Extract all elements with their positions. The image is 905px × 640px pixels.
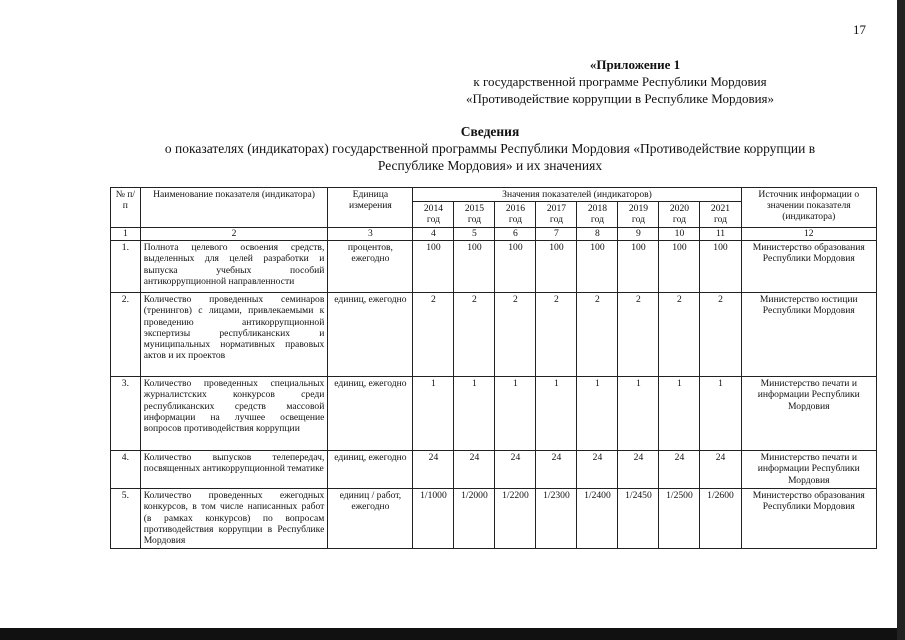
row-num: 2. (111, 293, 141, 377)
row-name: Полнота целевого освоения средств, выделенных для целей разработки и выпуска учебных пособий антикоррупционной направленности (140, 241, 328, 293)
year-2016: 2016 год (495, 202, 536, 228)
table-row (111, 241, 877, 293)
row-value: 100 (454, 241, 495, 293)
indicators-table (110, 187, 877, 549)
year-2017: 2017 год (536, 202, 577, 228)
row-num: 1. (111, 241, 141, 293)
header-name: Наименование показателя (индикатора) (140, 188, 328, 228)
year-2020: 2020 год (659, 202, 700, 228)
row-unit: единиц, ежегодно (328, 293, 413, 377)
year-2019: 2019 год (618, 202, 659, 228)
table-row (111, 377, 877, 451)
table-row (111, 451, 877, 489)
row-unit: процентов, ежегодно (328, 241, 413, 293)
page-number: 17 (853, 22, 866, 37)
row-num: 3. (111, 377, 141, 451)
title-line-1: о показателях (индикаторах) государственной программы Республики Мордовия «Противодействие коррупции в (164, 141, 816, 156)
row-value: 100 (659, 241, 700, 293)
row-source: Министерство юстиции Республики Мордовия (741, 293, 876, 377)
col-number: 7 (536, 228, 577, 241)
row-value: 100 (700, 241, 741, 293)
row-value: 1/2200 (495, 489, 536, 549)
row-value: 1 (618, 377, 659, 451)
row-value: 24 (454, 451, 495, 489)
scan-edge-bottom (0, 628, 905, 640)
col-number: 11 (700, 228, 741, 241)
row-value: 1 (454, 377, 495, 451)
year-2018: 2018 год (577, 202, 618, 228)
row-value: 2 (577, 293, 618, 377)
row-unit: единиц / работ, ежегодно (328, 489, 413, 549)
col-number: 4 (413, 228, 454, 241)
row-value: 1 (495, 377, 536, 451)
year-2014: 2014 год (413, 202, 454, 228)
appendix-line-3: «Противодействие коррупции в Республике Мордовия» (465, 91, 775, 106)
row-value: 2 (413, 293, 454, 377)
col-number: 2 (140, 228, 328, 241)
row-value: 1/2500 (659, 489, 700, 549)
header-num: № п/п (111, 188, 141, 228)
appendix-line-1: «Приложение 1 (589, 57, 681, 72)
appendix-line-2: к государственной программе Республики Мордовия (473, 74, 767, 89)
row-source: Министерство печати и информации Республики Мордовия (741, 377, 876, 451)
col-number: 3 (328, 228, 413, 241)
row-value: 1 (536, 377, 577, 451)
col-number: 8 (577, 228, 618, 241)
table-row (111, 489, 877, 549)
col-number: 5 (454, 228, 495, 241)
document-title (120, 123, 860, 174)
row-value: 1/2400 (577, 489, 618, 549)
row-value: 2 (536, 293, 577, 377)
row-value: 2 (454, 293, 495, 377)
header-unit: Единица измерения (328, 188, 413, 228)
row-value: 24 (536, 451, 577, 489)
row-value: 1 (577, 377, 618, 451)
row-value: 100 (618, 241, 659, 293)
col-number: 12 (741, 228, 876, 241)
row-value: 24 (413, 451, 454, 489)
col-number: 10 (659, 228, 700, 241)
col-number: 9 (618, 228, 659, 241)
row-value: 100 (577, 241, 618, 293)
row-value: 24 (659, 451, 700, 489)
row-name: Количество проведенных специальных журналистских конкурсов среди республиканских средств массовой информации на лучшее освещение вопросов противодействия коррупции (140, 377, 328, 451)
row-source: Министерство образования Республики Мордовия (741, 489, 876, 549)
row-value: 24 (618, 451, 659, 489)
appendix-label (400, 56, 840, 107)
row-value: 24 (700, 451, 741, 489)
row-value: 100 (536, 241, 577, 293)
row-value: 2 (659, 293, 700, 377)
row-name: Количество выпусков телепередач, посвященных антикоррупционной тематике (140, 451, 328, 489)
row-value: 2 (700, 293, 741, 377)
row-value: 1/2000 (454, 489, 495, 549)
col-number: 6 (495, 228, 536, 241)
row-value: 100 (413, 241, 454, 293)
row-value: 1 (659, 377, 700, 451)
row-source: Министерство печати и информации Республики Мордовия (741, 451, 876, 489)
row-num: 5. (111, 489, 141, 549)
row-value: 1/2300 (536, 489, 577, 549)
row-unit: единиц, ежегодно (328, 377, 413, 451)
title-line-2: Республике Мордовия» и их значениях (377, 158, 603, 173)
row-value: 24 (577, 451, 618, 489)
row-num: 4. (111, 451, 141, 489)
row-name: Количество проведенных ежегодных конкурсов, в том числе написанных работ (в рамках конкурсов) по вопросам противодействия коррупции в Республике Мордовия (140, 489, 328, 549)
row-value: 1 (413, 377, 454, 451)
row-value: 1/2600 (700, 489, 741, 549)
col-number: 1 (111, 228, 141, 241)
row-value: 100 (495, 241, 536, 293)
row-value: 1/1000 (413, 489, 454, 549)
year-2015: 2015 год (454, 202, 495, 228)
scan-edge-right (897, 0, 905, 640)
header-source: Источник информации о значении показателя (индикатора) (741, 188, 876, 228)
header-values: Значения показателей (индикаторов) (413, 188, 741, 202)
title-heading: Сведения (460, 124, 520, 139)
row-value: 1 (700, 377, 741, 451)
table-row (111, 293, 877, 377)
row-value: 2 (495, 293, 536, 377)
year-2021: 2021 год (700, 202, 741, 228)
row-value: 1/2450 (618, 489, 659, 549)
row-value: 24 (495, 451, 536, 489)
row-name: Количество проведенных семинаров (тренингов) с лицами, привлекаемыми к проведению антикоррупционной экспертизы республиканских и муниципальных нормативных правовых актов и их проектов (140, 293, 328, 377)
row-unit: единиц, ежегодно (328, 451, 413, 489)
row-source: Министерство образования Республики Мордовия (741, 241, 876, 293)
row-value: 2 (618, 293, 659, 377)
